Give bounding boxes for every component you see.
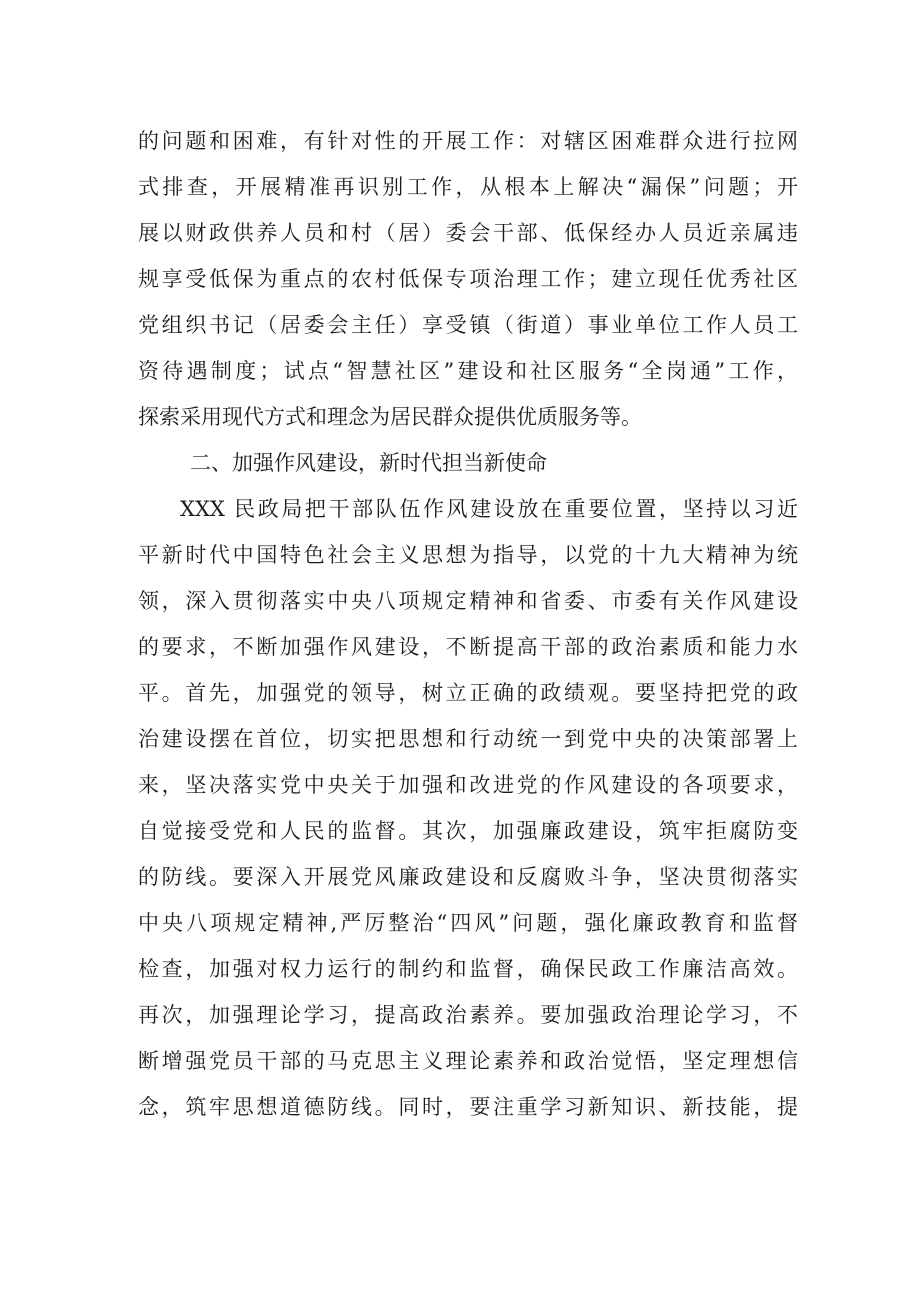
text-line: 检查，加强对权力运行的制约和监督，确保民政工作廉洁高效。 <box>138 957 798 981</box>
paragraph-continuation <box>138 118 798 440</box>
text-line: 展以财政供养人员和村（居）委会干部、低保经办人员近亲属违 <box>138 221 798 245</box>
text-line: 治建设摆在首位，切实把思想和行动统一到党中央的决策部署上 <box>138 727 798 751</box>
text-line: 的要求，不断加强作风建设，不断提高干部的政治素质和能力水 <box>138 635 798 659</box>
text-line: 规享受低保为重点的农村低保专项治理工作；建立现任优秀社区 <box>138 267 798 291</box>
text-line: 来，坚决落实党中央关于加强和改进党的作风建设的各项要求， <box>138 773 798 797</box>
text-line: 领，深入贯彻落实中央八项规定精神和省委、市委有关作风建设 <box>138 589 798 613</box>
text-line: 式排查，开展精准再识别工作，从根本上解决“漏保”问题；开 <box>138 175 798 199</box>
text-line: 平新时代中国特色社会主义思想为指导，以党的十九大精神为统 <box>138 543 798 567</box>
text-line: 资待遇制度；试点“智慧社区”建设和社区服务“全岗通”工作， <box>138 359 798 383</box>
document-body <box>138 118 798 1130</box>
text-line: 自觉接受党和人民的监督。其次，加强廉政建设，筑牢拒腐防变 <box>138 819 798 843</box>
text-line: 再次，加强理论学习，提高政治素养。要加强政治理论学习，不 <box>138 1003 798 1027</box>
text-line: 党组织书记（居委会主任）享受镇（街道）事业单位工作人员工 <box>138 313 798 337</box>
text-line: XXX 民政局把干部队伍作风建设放在重要位置，坚持以习近 <box>180 497 798 521</box>
text-line: 的问题和困难，有针对性的开展工作：对辖区困难群众进行拉网 <box>138 129 798 153</box>
text-line: 断增强党员干部的马克思主义理论素养和政治觉悟，坚定理想信 <box>138 1049 798 1073</box>
text-line: 探索采用现代方式和理念为居民群众提供优质服务等。 <box>138 405 642 429</box>
text-line: 平。首先，加强党的领导，树立正确的政绩观。要坚持把党的政 <box>138 681 798 705</box>
section-heading: 二、加强作风建设，新时代担当新使命 <box>190 451 547 475</box>
paragraph-work-style <box>138 486 798 1130</box>
text-line: 念，筑牢思想道德防线。同时，要注重学习新知识、新技能，提 <box>138 1095 798 1119</box>
text-line: 的防线。要深入开展党风廉政建设和反腐败斗争，坚决贯彻落实 <box>138 865 798 889</box>
text-line: 中央八项规定精神,严厉整治“四风”问题，强化廉政教育和监督 <box>138 911 798 935</box>
